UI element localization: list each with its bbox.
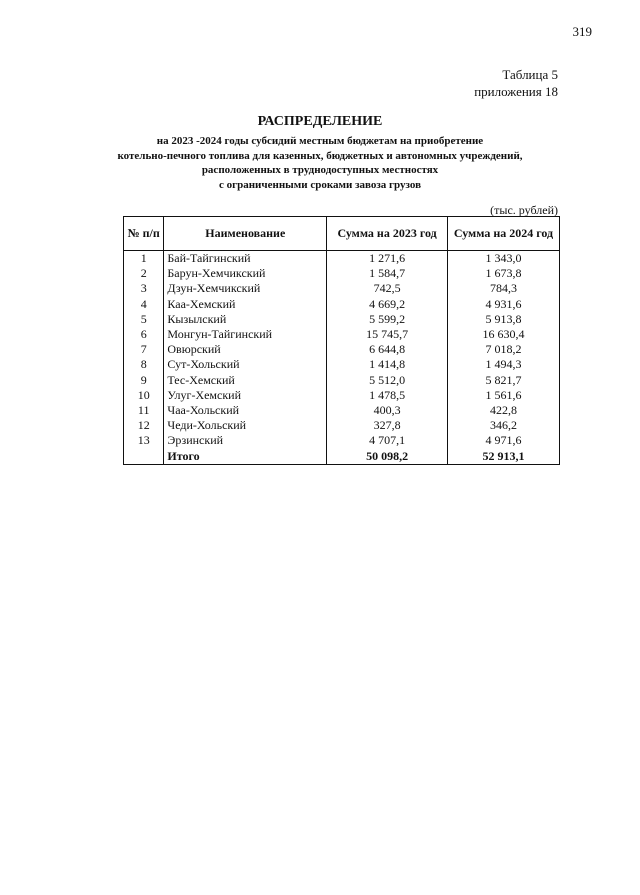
row-value-2024: 4 971,6 bbox=[447, 433, 559, 448]
total-label: Итого bbox=[164, 448, 327, 465]
table-row bbox=[124, 251, 560, 267]
subtitle-line: расположенных в труднодоступных местностях bbox=[201, 164, 439, 176]
row-value-2023: 1 414,8 bbox=[327, 357, 448, 372]
row-value-2024: 16 630,4 bbox=[447, 327, 559, 342]
row-value-2023: 1 271,6 bbox=[327, 251, 448, 267]
header-2024: Сумма на 2024 год bbox=[447, 217, 559, 251]
row-value-2024: 1 343,0 bbox=[447, 251, 559, 267]
document-subtitle bbox=[0, 134, 640, 192]
table-row bbox=[124, 327, 560, 342]
row-value-2024: 1 561,6 bbox=[447, 388, 559, 403]
row-number: 10 bbox=[124, 388, 164, 403]
table-row bbox=[124, 357, 560, 372]
title-block bbox=[0, 114, 640, 192]
row-name: Кызылский bbox=[164, 312, 327, 327]
row-value-2024: 1 673,8 bbox=[447, 266, 559, 281]
table-row bbox=[124, 373, 560, 388]
row-value-2024: 1 494,3 bbox=[447, 357, 559, 372]
row-value-2023: 6 644,8 bbox=[327, 342, 448, 357]
row-value-2023: 1 478,5 bbox=[327, 388, 448, 403]
row-name: Овюрский bbox=[164, 342, 327, 357]
table-reference-line-1: Таблица 5 bbox=[502, 67, 558, 82]
row-value-2023: 400,3 bbox=[327, 403, 448, 418]
row-value-2024: 7 018,2 bbox=[447, 342, 559, 357]
row-value-2023: 4 707,1 bbox=[327, 433, 448, 448]
row-number: 13 bbox=[124, 433, 164, 448]
header-name: Наименование bbox=[164, 217, 327, 251]
row-number: 3 bbox=[124, 281, 164, 296]
subtitle-line: котельно-печного топлива для казенных, бюджетных и автономных учреждений, bbox=[117, 149, 523, 162]
row-value-2023: 5 599,2 bbox=[327, 312, 448, 327]
row-name: Дзун-Хемчикский bbox=[164, 281, 327, 296]
row-name: Каа-Хемский bbox=[164, 297, 327, 312]
row-value-2024: 5 821,7 bbox=[447, 373, 559, 388]
row-value-2024: 422,8 bbox=[447, 403, 559, 418]
header-2023: Сумма на 2023 год bbox=[327, 217, 448, 251]
total-2024: 52 913,1 bbox=[447, 448, 559, 465]
row-value-2023: 327,8 bbox=[327, 418, 448, 433]
row-number: 6 bbox=[124, 327, 164, 342]
row-name: Монгун-Тайгинский bbox=[164, 327, 327, 342]
table-reference-line-2: приложения 18 bbox=[474, 84, 558, 99]
page-number: 319 bbox=[572, 24, 592, 39]
units-label: (тыс. рублей) bbox=[490, 203, 558, 217]
row-number: 8 bbox=[124, 357, 164, 372]
table-header-row bbox=[124, 217, 560, 251]
table-row bbox=[124, 312, 560, 327]
subtitle-line: на 2023 -2024 годы субсидий местным бюджетам на приобретение bbox=[156, 135, 484, 147]
subsidy-table bbox=[123, 216, 560, 465]
row-value-2024: 4 931,6 bbox=[447, 297, 559, 312]
table-row bbox=[124, 266, 560, 281]
row-number: 7 bbox=[124, 342, 164, 357]
row-name: Бай-Тайгинский bbox=[164, 251, 327, 267]
row-number: 1 bbox=[124, 251, 164, 267]
row-number: 2 bbox=[124, 266, 164, 281]
row-name: Эрзинский bbox=[164, 433, 327, 448]
table-row bbox=[124, 281, 560, 296]
table-body bbox=[124, 251, 560, 465]
row-value-2023: 4 669,2 bbox=[327, 297, 448, 312]
total-2023: 50 098,2 bbox=[327, 448, 448, 465]
table-row bbox=[124, 297, 560, 312]
row-value-2023: 742,5 bbox=[327, 281, 448, 296]
row-name: Барун-Хемчикский bbox=[164, 266, 327, 281]
table-total-row bbox=[124, 448, 560, 465]
subtitle-line: с ограниченными сроками завоза грузов bbox=[218, 178, 422, 191]
table-row bbox=[124, 388, 560, 403]
table-row bbox=[124, 403, 560, 418]
table-reference bbox=[474, 66, 558, 100]
row-number: 9 bbox=[124, 373, 164, 388]
row-name: Тес-Хемский bbox=[164, 373, 327, 388]
table-row bbox=[124, 433, 560, 448]
row-name: Чеди-Хольский bbox=[164, 418, 327, 433]
row-number: 4 bbox=[124, 297, 164, 312]
document-title: РАСПРЕДЕЛЕНИЕ bbox=[257, 114, 383, 129]
row-value-2024: 346,2 bbox=[447, 418, 559, 433]
row-value-2023: 5 512,0 bbox=[327, 373, 448, 388]
row-value-2024: 784,3 bbox=[447, 281, 559, 296]
row-value-2024: 5 913,8 bbox=[447, 312, 559, 327]
row-name: Чаа-Хольский bbox=[164, 403, 327, 418]
header-number: № п/п bbox=[124, 217, 164, 251]
table-row bbox=[124, 342, 560, 357]
total-number-cell bbox=[124, 448, 164, 465]
row-name: Улуг-Хемский bbox=[164, 388, 327, 403]
row-value-2023: 15 745,7 bbox=[327, 327, 448, 342]
row-number: 12 bbox=[124, 418, 164, 433]
row-number: 11 bbox=[124, 403, 164, 418]
row-number: 5 bbox=[124, 312, 164, 327]
row-name: Сут-Хольский bbox=[164, 357, 327, 372]
table-row bbox=[124, 418, 560, 433]
row-value-2023: 1 584,7 bbox=[327, 266, 448, 281]
